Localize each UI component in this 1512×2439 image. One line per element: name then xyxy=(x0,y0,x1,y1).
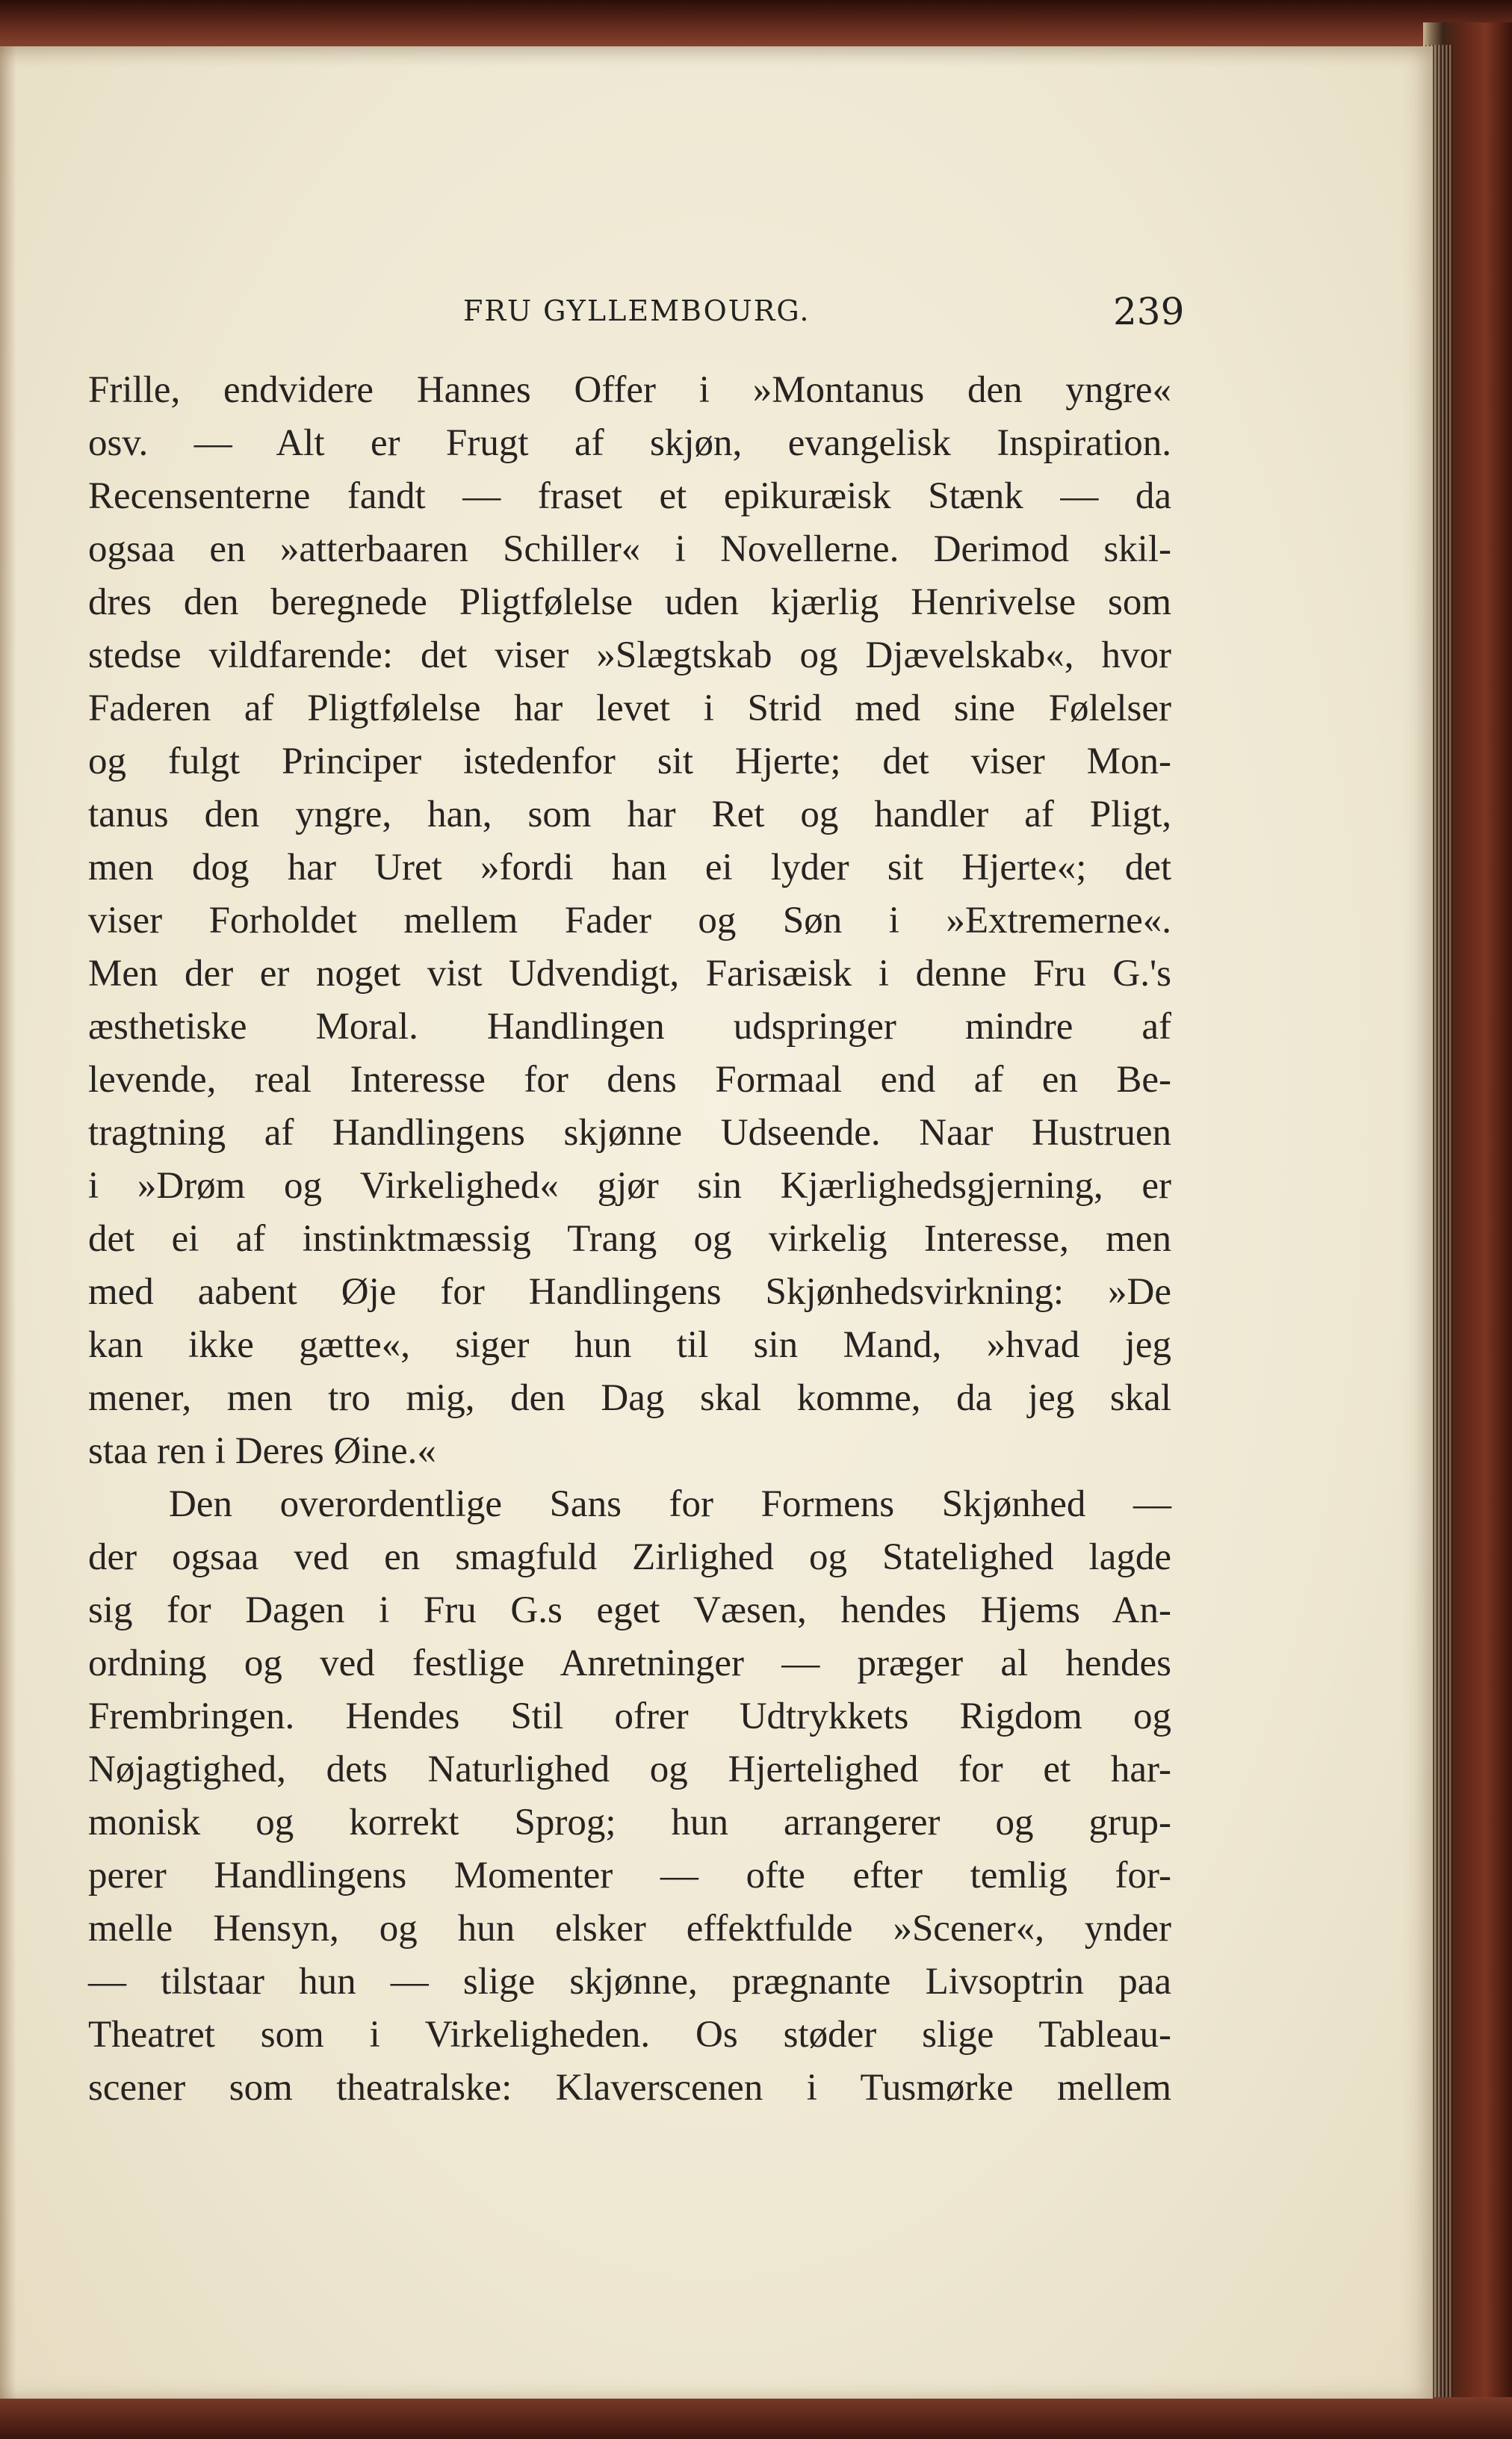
text-line: æsthetiske Moral. Handlingen udspringer mindre af xyxy=(88,1006,1171,1048)
text-line: sig for Dagen i Fru G.s eget Væsen, hendes Hjems An- xyxy=(88,1589,1171,1631)
text-line: tragtning af Handlingens skjønne Udseende. Naar Hustruen xyxy=(88,1112,1171,1154)
text-line: Men der er noget vist Udvendigt, Farisæisk i denne Fru G.'s xyxy=(88,953,1171,995)
text-line: ordning og ved festlige Anretninger — præger al hendes xyxy=(88,1642,1171,1684)
text-line: dres den beregnede Pligtfølelse uden kjærlig Henrivelse som xyxy=(88,581,1171,623)
text-line: kan ikke gætte«, siger hun til sin Mand, »hvad jeg xyxy=(88,1324,1171,1366)
text-line-paragraph-start: Den overordentlige Sans for Formens Skjønhed — xyxy=(169,1483,1171,1525)
text-line: tanus den yngre, han, som har Ret og handler af Pligt, xyxy=(88,794,1171,835)
text-line: stedse vildfarende: det viser »Slægtskab og Djævelskab«, hvor xyxy=(88,634,1171,676)
cover-top-edge xyxy=(0,0,1512,52)
page-header xyxy=(0,290,1433,339)
text-line: staa ren i Deres Øine.« xyxy=(88,1430,436,1472)
text-line: men dog har Uret »fordi han ei lyder sit Hjerte«; det xyxy=(88,847,1171,888)
text-line: i »Drøm og Virkelighed« gjør sin Kjærlighedsgjerning, er xyxy=(88,1165,1171,1207)
page-gutter-shadow xyxy=(0,46,16,2399)
text-line: Recensenterne fandt — fraset et epikuræisk Stænk — da xyxy=(88,475,1171,517)
text-line: det ei af instinktmæssig Trang og virkelig Interesse, men xyxy=(88,1218,1171,1260)
text-line: ogsaa en »atterbaaren Schiller« i Novellerne. Derimod skil- xyxy=(88,528,1171,570)
text-line: Faderen af Pligtfølelse har levet i Strid med sine Følelser xyxy=(88,687,1171,729)
cover-bottom-edge xyxy=(0,2397,1512,2439)
text-line: Theatret som i Virkeligheden. Os støder slige Tableau- xyxy=(88,2014,1171,2056)
running-head: FRU GYLLEMBOURG. xyxy=(463,294,811,327)
text-line: Frembringen. Hendes Stil ofrer Udtrykkets Rigdom og xyxy=(88,1695,1171,1737)
text-line: levende, real Interesse for dens Formaal end af en Be- xyxy=(88,1059,1171,1101)
text-line: mener, men tro mig, den Dag skal komme, da jeg skal xyxy=(88,1377,1171,1419)
text-line: Nøjagtighed, dets Naturlighed og Hjertelighed for et har- xyxy=(88,1749,1171,1790)
text-line: — tilstaar hun — slige skjønne, prægnante Livsoptrin paa xyxy=(88,1961,1171,2003)
text-line: viser Forholdet mellem Fader og Søn i »Extremerne«. xyxy=(88,900,1171,942)
text-line: Frille, endvidere Hannes Offer i »Montanus den yngre« xyxy=(88,369,1171,411)
text-line: med aabent Øje for Handlingens Skjønhedsvirkning: »De xyxy=(88,1271,1171,1313)
text-line: osv. — Alt er Frugt af skjøn, evangelisk Inspiration. xyxy=(88,422,1171,464)
text-line: scener som theatralske: Klaverscenen i Tusmørke mellem xyxy=(88,2067,1171,2109)
text-line: monisk og korrekt Sprog; hun arrangerer og grup- xyxy=(88,1802,1171,1843)
text-line: melle Hensyn, og hun elsker effektfulde »Scener«, ynder xyxy=(88,1908,1171,1950)
text-line: og fulgt Principer istedenfor sit Hjerte; det viser Mon- xyxy=(88,741,1171,782)
text-line: der ogsaa ved en smagfuld Zirlighed og Statelighed lagde xyxy=(88,1536,1171,1578)
page-number: 239 xyxy=(1113,290,1185,333)
book-page xyxy=(0,46,1433,2399)
body-text xyxy=(88,364,1171,2115)
text-line: perer Handlingens Momenter — ofte efter temlig for- xyxy=(88,1855,1171,1897)
